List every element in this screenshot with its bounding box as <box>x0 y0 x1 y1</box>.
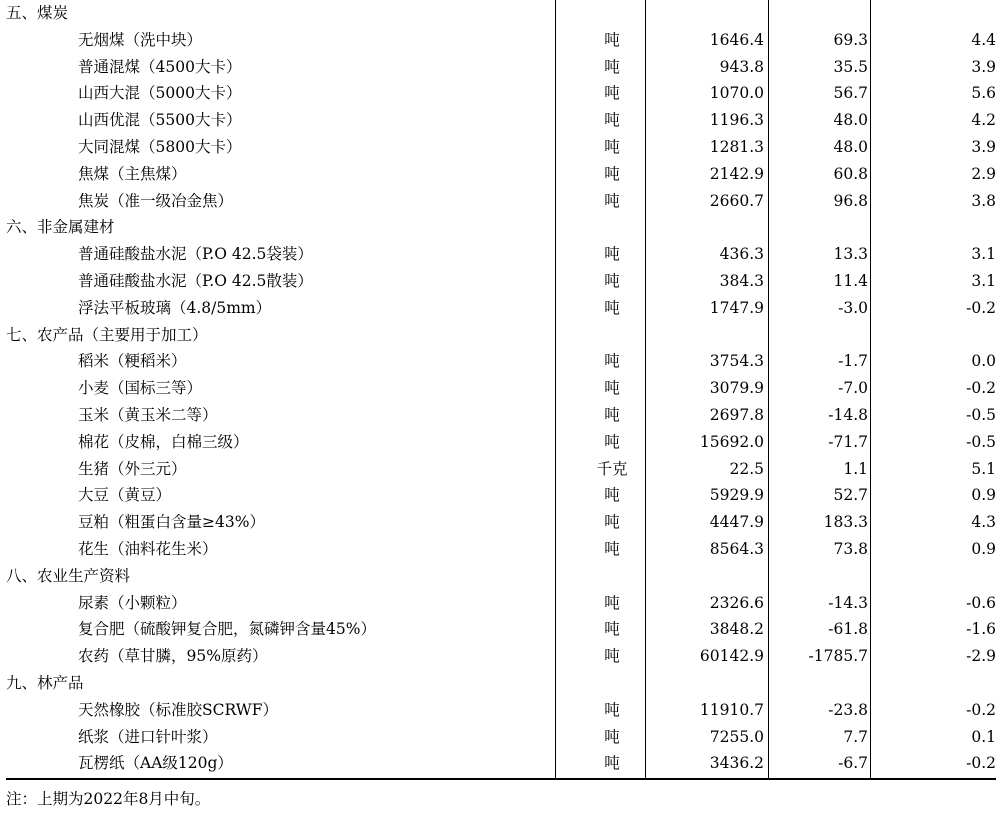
price-cell: 3848.2 <box>709 620 764 639</box>
pct-cell: 4.4 <box>971 30 996 49</box>
price-cell: 22.5 <box>729 459 764 478</box>
section-header <box>6 0 996 27</box>
pct-cell: -0.5 <box>966 432 996 451</box>
unit-cell: 吨 <box>604 513 620 532</box>
unit-cell: 吨 <box>604 539 620 558</box>
table-row <box>6 80 996 107</box>
pct-cell: 3.1 <box>971 245 996 264</box>
item-name: 焦炭（准一级冶金焦） <box>78 191 234 210</box>
change-cell: -3.0 <box>838 298 868 317</box>
change-cell: 13.3 <box>833 245 868 264</box>
item-name: 大豆（黄豆） <box>78 486 172 505</box>
unit-cell: 吨 <box>604 647 620 666</box>
price-cell: 1070.0 <box>709 84 764 103</box>
pct-cell: 3.1 <box>971 271 996 290</box>
table-row <box>6 188 996 215</box>
table-row <box>6 536 996 563</box>
price-cell: 3754.3 <box>709 352 764 371</box>
item-name: 瓦楞纸（AA级120g） <box>78 754 233 773</box>
footnote: 注：上期为2022年8月中旬。 <box>6 790 211 808</box>
section-header <box>6 322 996 349</box>
table-row <box>6 590 996 617</box>
change-cell: -14.8 <box>828 405 868 424</box>
pct-cell: 0.0 <box>971 352 996 371</box>
table-row <box>6 268 996 295</box>
price-cell: 1281.3 <box>709 137 764 156</box>
item-name: 普通混煤（4500大卡） <box>78 57 242 76</box>
pct-cell: 4.2 <box>971 111 996 130</box>
unit-cell: 吨 <box>604 271 620 290</box>
price-cell: 2142.9 <box>709 164 764 183</box>
unit-cell: 吨 <box>604 727 620 746</box>
item-name: 大同混煤（5800大卡） <box>78 137 242 156</box>
section-title: 九、林产品 <box>6 673 84 692</box>
pct-cell: 2.9 <box>971 164 996 183</box>
pct-cell: 0.9 <box>971 539 996 558</box>
price-cell: 1646.4 <box>709 30 764 49</box>
price-cell: 2660.7 <box>709 191 764 210</box>
table-row <box>6 241 996 268</box>
pct-cell: -0.6 <box>966 593 996 612</box>
pct-cell: -2.9 <box>966 647 996 666</box>
unit-cell: 吨 <box>604 298 620 317</box>
change-cell: -14.3 <box>828 593 868 612</box>
change-cell: -61.8 <box>828 620 868 639</box>
price-cell: 2326.6 <box>709 593 764 612</box>
change-cell: 35.5 <box>833 57 868 76</box>
item-name: 无烟煤（洗中块） <box>78 30 203 49</box>
change-cell: 60.8 <box>833 164 868 183</box>
item-name: 生猪（外三元） <box>78 459 187 478</box>
pct-cell: 3.8 <box>971 191 996 210</box>
pct-cell: -0.2 <box>966 379 996 398</box>
section-title: 六、非金属建材 <box>6 218 115 237</box>
pct-cell: 5.6 <box>971 84 996 103</box>
section-header <box>6 563 996 590</box>
item-name: 焦煤（主焦煤） <box>78 164 187 183</box>
price-cell: 4447.9 <box>709 513 764 532</box>
section-title: 五、煤炭 <box>6 4 69 22</box>
item-name: 浮法平板玻璃（4.8/5mm） <box>78 298 272 317</box>
item-name: 豆粕（粗蛋白含量≥43%） <box>78 513 265 532</box>
item-name: 棉花（皮棉，白棉三级） <box>78 432 249 451</box>
change-cell: 52.7 <box>833 486 868 505</box>
section-header <box>6 214 996 241</box>
change-cell: -6.7 <box>838 754 868 773</box>
table-row <box>6 724 996 751</box>
unit-cell: 吨 <box>604 164 620 183</box>
pct-cell: 4.3 <box>971 513 996 532</box>
price-cell: 11910.7 <box>699 700 764 719</box>
price-cell: 1196.3 <box>709 111 764 130</box>
pct-cell: -0.2 <box>966 700 996 719</box>
item-name: 尿素（小颗粒） <box>78 593 187 612</box>
item-name: 山西大混（5000大卡） <box>78 84 242 103</box>
table-row <box>6 134 996 161</box>
section-title: 八、农业生产资料 <box>6 566 131 585</box>
unit-cell: 吨 <box>604 245 620 264</box>
unit-cell: 吨 <box>604 754 620 773</box>
table-row <box>6 348 996 375</box>
table-row <box>6 402 996 429</box>
table-row <box>6 54 996 81</box>
unit-cell: 吨 <box>604 30 620 49</box>
table-row <box>6 161 996 188</box>
unit-cell: 吨 <box>604 111 620 130</box>
price-cell: 384.3 <box>719 271 764 290</box>
item-name: 普通硅酸盐水泥（P.O 42.5袋装） <box>78 245 313 264</box>
change-cell: 48.0 <box>833 111 868 130</box>
table-row <box>6 616 996 643</box>
change-cell: 183.3 <box>823 513 868 532</box>
change-cell: -1785.7 <box>808 647 868 666</box>
table-row <box>6 750 996 777</box>
change-cell: 7.7 <box>843 727 868 746</box>
pct-cell: -1.6 <box>966 620 996 639</box>
unit-cell: 吨 <box>604 405 620 424</box>
unit-cell: 吨 <box>604 486 620 505</box>
unit-cell: 千克 <box>596 459 628 478</box>
item-name: 天然橡胶（标准胶SCRWF） <box>78 700 278 719</box>
unit-cell: 吨 <box>604 700 620 719</box>
change-cell: -23.8 <box>828 700 868 719</box>
unit-cell: 吨 <box>604 352 620 371</box>
pct-cell: -0.2 <box>966 298 996 317</box>
table-row <box>6 375 996 402</box>
item-name: 玉米（黄玉米二等） <box>78 405 218 424</box>
unit-cell: 吨 <box>604 432 620 451</box>
unit-cell: 吨 <box>604 137 620 156</box>
table-row <box>6 429 996 456</box>
price-cell: 15692.0 <box>699 432 764 451</box>
unit-cell: 吨 <box>604 84 620 103</box>
unit-cell: 吨 <box>604 191 620 210</box>
section-header <box>6 670 996 697</box>
pct-cell: 0.9 <box>971 486 996 505</box>
unit-cell: 吨 <box>604 620 620 639</box>
table-row <box>6 107 996 134</box>
item-name: 农药（草甘膦，95%原药） <box>78 647 268 666</box>
price-cell: 3436.2 <box>709 754 764 773</box>
table-bottom-rule <box>6 778 996 780</box>
unit-cell: 吨 <box>604 379 620 398</box>
price-cell: 60142.9 <box>699 647 764 666</box>
change-cell: -71.7 <box>828 432 868 451</box>
price-cell: 8564.3 <box>709 539 764 558</box>
item-name: 山西优混（5500大卡） <box>78 111 242 130</box>
change-cell: -7.0 <box>838 379 868 398</box>
pct-cell: 0.1 <box>971 727 996 746</box>
change-cell: 48.0 <box>833 137 868 156</box>
pct-cell: 3.9 <box>971 57 996 76</box>
change-cell: -1.7 <box>838 352 868 371</box>
pct-cell: 3.9 <box>971 137 996 156</box>
price-cell: 7255.0 <box>709 727 764 746</box>
change-cell: 69.3 <box>833 30 868 49</box>
change-cell: 1.1 <box>843 459 868 478</box>
section-title: 七、农产品（主要用于加工） <box>6 325 208 344</box>
table-row <box>6 295 996 322</box>
pct-cell: 5.1 <box>971 459 996 478</box>
item-name: 小麦（国标三等） <box>78 379 203 398</box>
table-row <box>6 509 996 536</box>
item-name: 普通硅酸盐水泥（P.O 42.5散装） <box>78 271 313 290</box>
change-cell: 96.8 <box>833 191 868 210</box>
table-row <box>6 643 996 670</box>
price-cell: 943.8 <box>719 57 764 76</box>
price-cell: 2697.8 <box>709 405 764 424</box>
table-row <box>6 697 996 724</box>
price-cell: 1747.9 <box>709 298 764 317</box>
price-cell: 436.3 <box>719 245 764 264</box>
item-name: 复合肥（硫酸钾复合肥，氮磷钾含量45%） <box>78 620 376 639</box>
pct-cell: -0.2 <box>966 754 996 773</box>
table-row <box>6 482 996 509</box>
unit-cell: 吨 <box>604 57 620 76</box>
unit-cell: 吨 <box>604 593 620 612</box>
item-name: 花生（油料花生米） <box>78 539 218 558</box>
change-cell: 11.4 <box>833 271 868 290</box>
item-name: 稻米（粳稻米） <box>78 352 187 371</box>
price-cell: 5929.9 <box>709 486 764 505</box>
change-cell: 56.7 <box>833 84 868 103</box>
price-cell: 3079.9 <box>709 379 764 398</box>
item-name: 纸浆（进口针叶浆） <box>78 727 218 746</box>
table-row <box>6 456 996 483</box>
table-row <box>6 27 996 54</box>
pct-cell: -0.5 <box>966 405 996 424</box>
change-cell: 73.8 <box>833 539 868 558</box>
price-table <box>6 0 996 777</box>
